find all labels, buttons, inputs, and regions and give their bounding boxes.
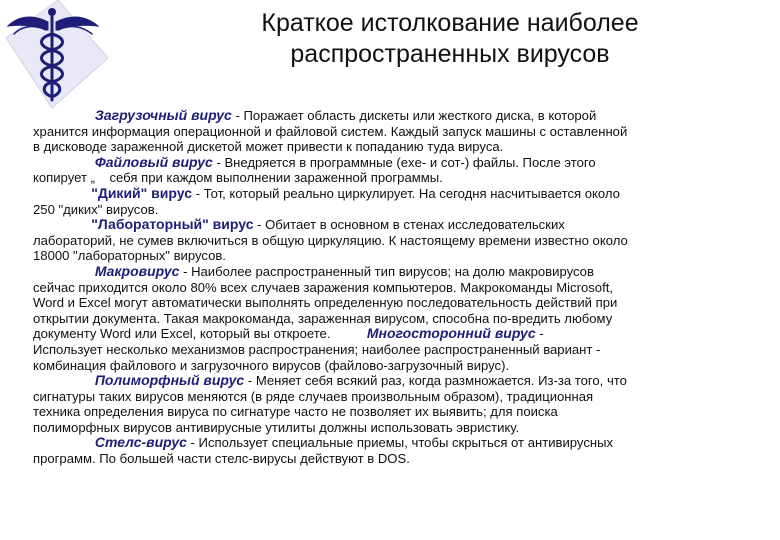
- text-line: -: [535, 326, 544, 342]
- text-line: программ. По большей части стелс-вирусы действуют в DOS.: [33, 451, 410, 467]
- paragraph-stealth-virus: [33, 435, 753, 451]
- text-line: полиморфных вирусов антивирусные утилиты должны использовать эвристику.: [33, 419, 520, 435]
- term-stealth-virus: Стелс-вирус: [94, 434, 187, 451]
- text-line: лабораторий, не сумев включиться в общую циркуляцию. К настоящему времени известно около: [33, 232, 628, 248]
- text-line: хранится информация операционной и файловой систем. Каждый запуск машины с оставленной: [33, 123, 628, 139]
- text-line: в дисководе зараженной дискетой может привести к попаданию туда вируса.: [33, 139, 504, 155]
- term-boot-virus: Загрузочный вирус: [94, 107, 232, 123]
- term-macro-virus: Макровирус: [94, 262, 180, 279]
- text-line: Word и Excel могут автоматически выполнять определенную последовательность действий при: [33, 295, 618, 311]
- text-line: сейчас приходится около 80% всех случаев заражения компьютеров. Макрокоманды Microsoft,: [33, 279, 613, 295]
- text-line: - Обитает в основном в стенах исследовательских: [253, 217, 565, 233]
- text-line: - Наиболее распространенный тип вирусов; на долю макровирусов: [179, 263, 594, 279]
- term-lab-virus: "Лабораторный" вирус: [91, 216, 254, 233]
- paragraph-boot-virus: [33, 108, 753, 124]
- title-line-1: Краткое истолкование наиболее: [261, 9, 639, 37]
- paragraph-macro-virus: [33, 264, 753, 280]
- text-line: - Поражает область дискеты или жесткого диска, в которой: [231, 108, 597, 123]
- term-wild-virus: "Дикий" вирус: [91, 184, 192, 201]
- text-line: документу Word или Excel, который вы откроете.: [33, 326, 331, 342]
- caduceus-icon: [2, 0, 108, 112]
- paragraph-wild-virus: [33, 186, 753, 202]
- text-line: Использует несколько механизмов распространения; наиболее распространенный вариант -: [33, 341, 601, 357]
- text-line: - Тот, который реально циркулирует. На сегодня насчитывается около: [192, 185, 620, 201]
- text-line: открытии документа. Такая макрокоманда, зараженная вирусом, способна по-вредить любому: [33, 310, 613, 326]
- term-file-virus: Файловый вирус: [94, 153, 213, 170]
- text-line: - Внедряется в программные (exe- и сот-) файлы. После этого: [212, 154, 596, 170]
- paragraph-multi-virus: [33, 326, 753, 342]
- paragraph-poly-virus: [33, 373, 753, 389]
- text-line: копирует „ себя при каждом выполнении зараженной программы.: [33, 170, 443, 186]
- title-line-2: распространенных вирусов: [290, 40, 610, 68]
- text-line: 18000 "лабораторных" вирусов.: [33, 248, 226, 264]
- text-line: - Меняет себя всякий раз, когда размножается. Из-за того, что: [244, 373, 627, 389]
- paragraph-lab-virus: [33, 217, 753, 233]
- paragraph-file-virus: [33, 155, 753, 171]
- text-line: техника определения вируса по сигнатуре часто не позволяет их выявить; для поиска: [33, 404, 558, 420]
- text-line: 250 "диких" вирусов.: [33, 201, 159, 217]
- term-multi-virus: Многосторонний вирус: [366, 325, 536, 342]
- document-body: [33, 108, 753, 467]
- term-poly-virus: Полиморфный вирус: [94, 372, 245, 389]
- text-line: - Использует специальные приемы, чтобы скрыться от антивирусных: [186, 435, 614, 451]
- text-line: сигнатуры таких вирусов меняются (в ряде случаев произвольным образом), традиционная: [33, 388, 594, 404]
- text-line: комбинация файлового и загрузочного вирусов (файлово-загрузочный вирус).: [33, 357, 510, 373]
- page-title: [180, 8, 720, 70]
